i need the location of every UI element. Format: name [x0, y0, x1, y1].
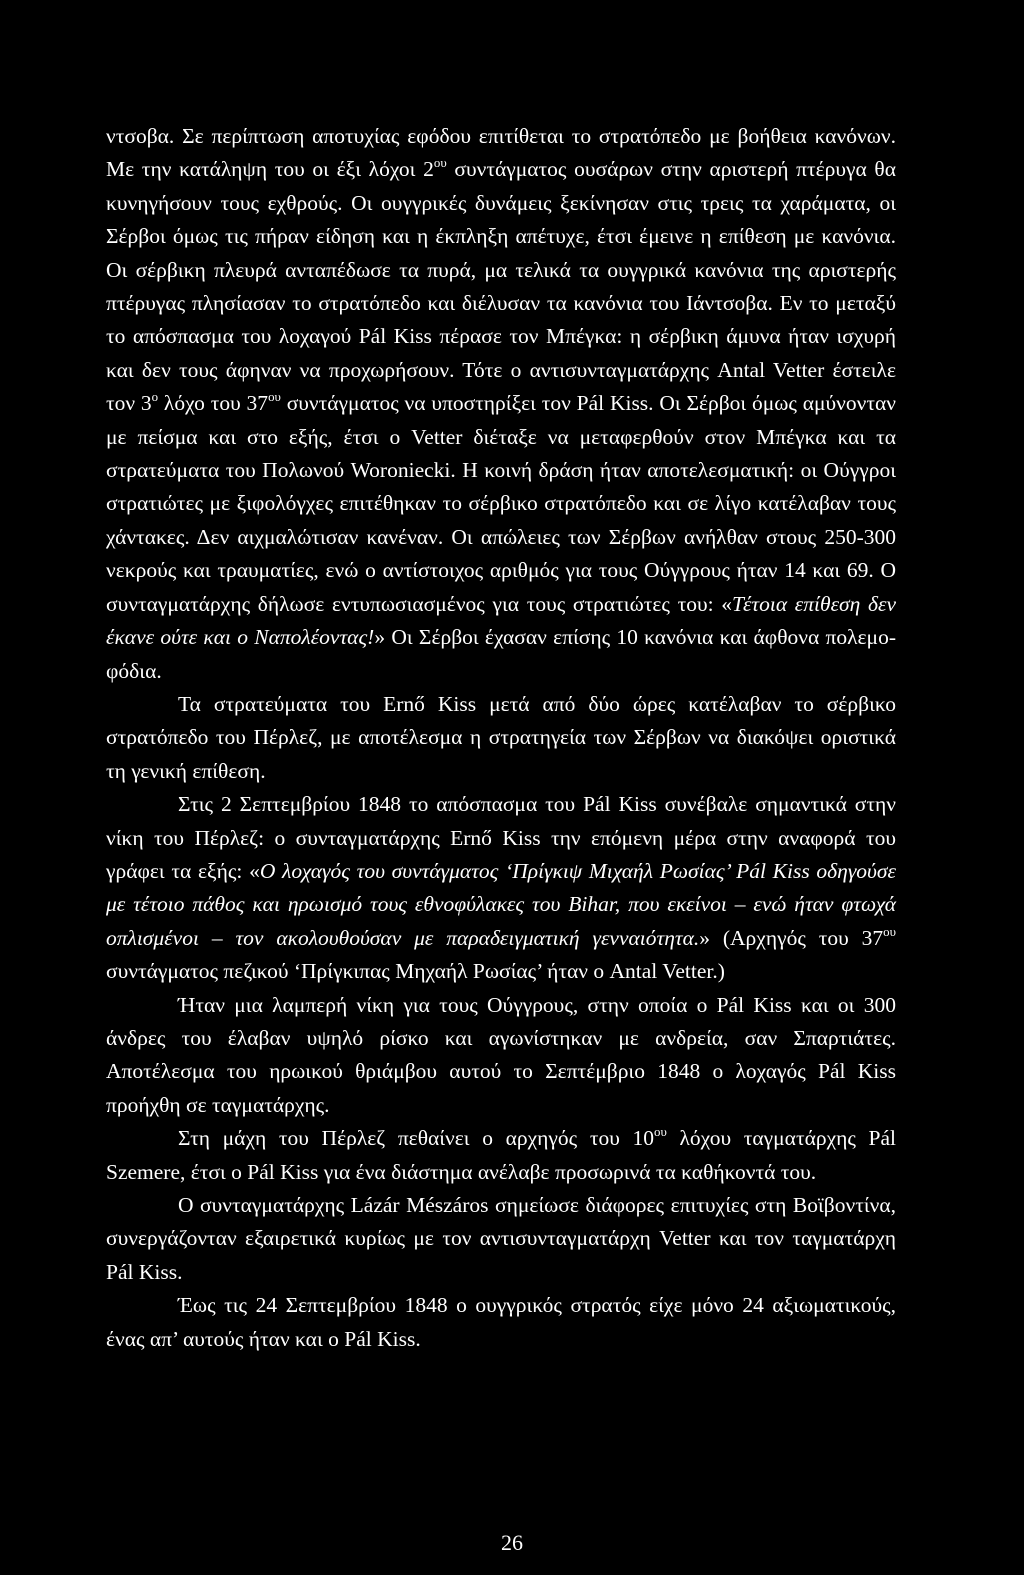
italic-quote: Τέτοια επίθεση δεν έκανε ούτε και ο Ναπολέοντας! [106, 591, 896, 650]
page-number: 26 [501, 1530, 523, 1555]
paragraph: Τα στρατεύματα του Ernő Kiss μετά από δύο ώρες κατέλαβαν το σέρβικο στρατόπεδο του Πέρλεζ, με αποτέλεσμα η στρατηγεία των Σέρβων να διακόψει οριστικά τη γενική επίθεση. [106, 691, 896, 783]
superscript: ου [654, 1125, 667, 1140]
paragraph: Ήταν μια λαμπερή νίκη για τους Ούγγρους, στην οποία ο Pál Kiss και οι 300 άνδρες του έλαβαν υψηλό ρίσκο και αγωνίστηκαν με ανδρεία, σαν Σπαρτιάτες. Αποτέλεσμα του ηρωικού θριάμβου αυτού το Σεπτέμβριο 1848 ο λοχαγός Pál Kiss προήχθη σε ταγματάρχης. [106, 992, 896, 1117]
superscript: ου [883, 924, 896, 939]
paragraph: ντσοβα. Σε περίπτωση αποτυχίας εφόδου επιτίθεται το στρατόπεδο με βοήθεια κανόνων. Με την κατάληψη του οι έξι λόχοι $2^{o\upsilon}$ συντάγματος ουσάρων στην αριστερή πτέρυγα θα κυνηγήσουν τους εχθρούς. Οι ουγγρικές δυνάμεις ξεκίνησαν στις τρεις τα χαράματα, οι Σέρβοι όμως τις πήραν είδηση και η έκπληξη απέτυχε, έτσι έμεινε η επίθεση με κανόνια. Οι σέρβικη πλευρά ανταπέδωσε τα πυρά, μα τελικά τα ουγγρικά κανόνια της αριστερής πτέρυγας πλησίασαν το στρατόπεδο και διέλυσαν τα κανόνια του Ιάντσοβα. Εν το μεταξύ το απόσπασμα του λοχαγού Pál Kiss πέρασε τον Μπέγκα: η σέρβικη άμυνα ήταν ισχυρή και δεν τους άφηναν να προχωρήσουν. Τότε ο αντισυνταγματάρχης Antal Vetter έστειλε τον $3^o$ λόχο του $37^{o\upsilon}$ συντάγματος να υποστηρίξει τον Pál Kiss. Οι Σέρβοι όμως αμύνονταν με πείσμα και στο εξής, έτσι ο Vetter διέταξε να μεταφερθούν στον Μπέγκα και τα στρατεύματα του Πολωνού Woroniecki. Η κοινή δράση ήταν αποτελεσματική: οι Ούγγροι στρατιώτες με ξιφολόγχες επιτέθηκαν το σέρβικο στρατόπεδο και σε λίγο κατέλαβαν τους χάντακες. Δεν αιχμαλώτισαν κανέναν. Οι απώλειες των Σέρβων ανήλθαν στους 250-300 νεκρούς και τραυματίες, ενώ ο αντίστοιχος αριθμός για τους Ούγγρους ήταν 14 και 69. Ο συνταγματάρχης δήλωσε εντυπωσιασμένος για τους στρατιώτες του: «Τέτοια επίθεση δεν έκανε ούτε και ο Ναπολέοντας!» Οι Σέρβοι έχασαν επίσης 10 κανόνια και άφθονα πολεμοφόδια. [106, 124, 897, 683]
superscript: ο [151, 390, 159, 405]
superscript: ου [268, 390, 281, 405]
paragraph: Έως τις 24 Σεπτεμβρίου 1848 ο ουγγρικός στρατός είχε μόνο 24 αξιωματικούς, ένας απ’ αυτούς ήταν και ο Pál Kiss. [106, 1293, 896, 1351]
paragraph: Στη μάχη του Πέρλεζ πεθαίνει ο αρχηγός του $10^{o\upsilon}$ λόχου ταγματάρχης Pál Szemere, έτσι ο Pál Kiss για ένα διάστημα ανέλαβε προσωρινά τα καθήκοντά του. [106, 1125, 896, 1184]
superscript: ου [433, 156, 447, 171]
paragraph: Ο συνταγματάρχης Lázár Mészáros σημείωσε διάφορες επιτυχίες στη Βοϊβοντίνα, συνεργάζονταν εξαιρετικά κυρίως με τον αντισυνταγματάρχη Vetter και τον ταγματάρχη Pál Kiss. [106, 1193, 896, 1284]
body-text [106, 120, 896, 1356]
italic-quote: Ο λοχαγός του συντάγματος ‘Πρίγκιψ Μιχαήλ Ρωσίας’ Pál Kiss οδηγούσε με τέτοιο πάθος και ηρωισμό τους εθνοφύλακες του Bihar, που εκείνοι – ενώ ήταν φτωχά οπλισμένοι – τον ακολουθούσαν με παραδειγματική γενναιότητα. [106, 858, 896, 950]
paragraph: Στις 2 Σεπτεμβρίου 1848 το απόσπασμα του Pál Kiss συνέβαλε σημαντικά στην νίκη του Πέρλεζ: ο συνταγματάρχης Ernő Kiss την επόμενη μέρα στην αναφορά του γράφει τα εξής: «Ο λοχαγός του συντάγματος ‘Πρίγκιψ Μιχαήλ Ρωσίας’ Pál Kiss οδηγούσε με τέτοιο πάθος και ηρωισμό τους εθνοφύλακες του Bihar, που εκείνοι – ενώ ήταν φτωχά οπλισμένοι – τον ακολουθούσαν με παραδειγματική γενναιότητα.» (Αρχηγός του $37^{o\upsilon}$ συντάγματος πεζικού ‘Πρίγκιπας Μηχαήλ Ρωσίας’ ήταν ο Antal Vetter.) [106, 792, 896, 984]
